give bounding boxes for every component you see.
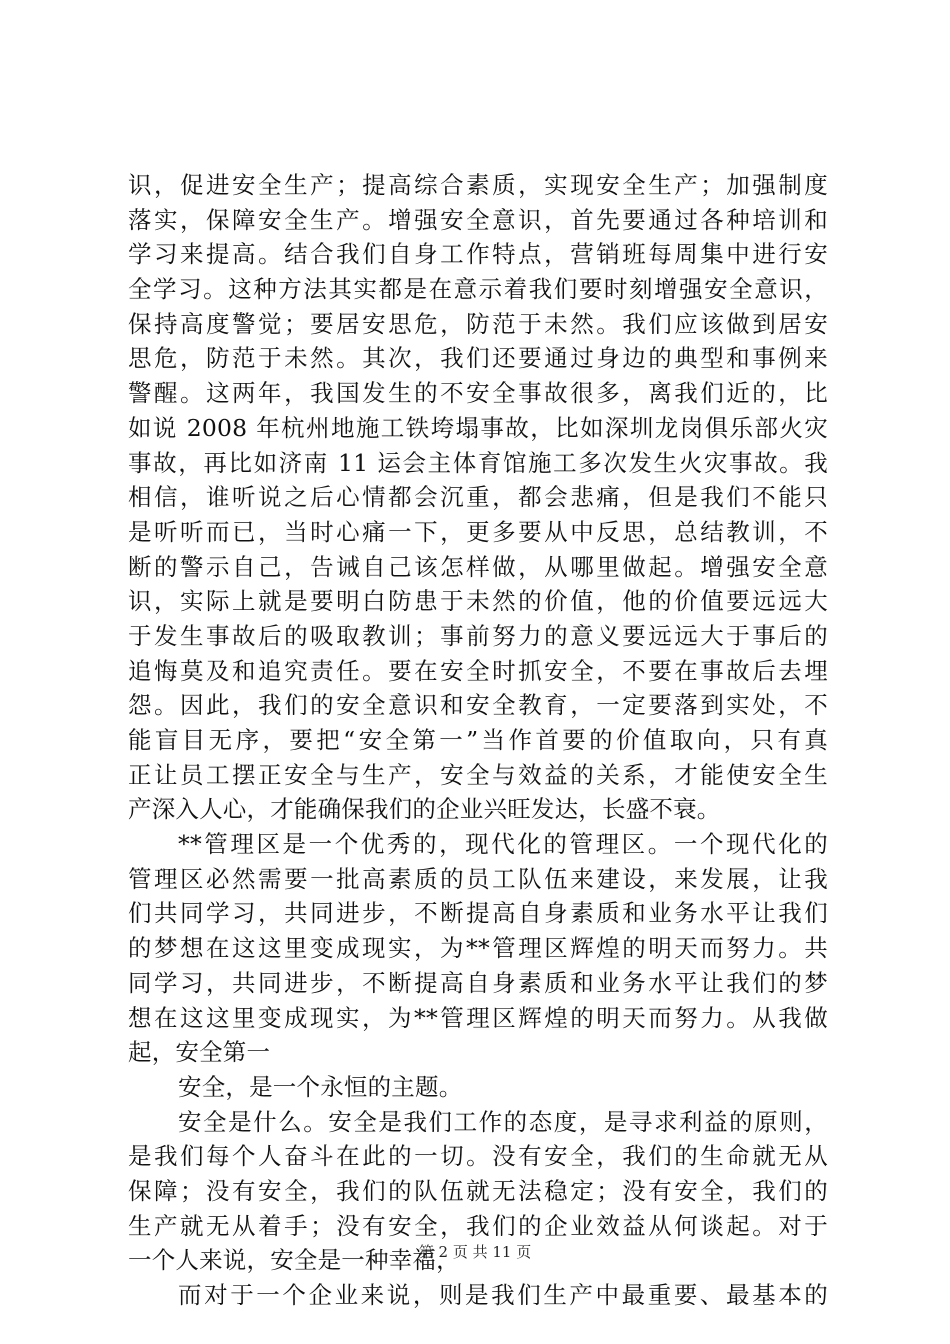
text-line: 正让员工摆正安全与生产，安全与效益的关系，才能使安全生 — [128, 760, 828, 789]
text-line: 识，实际上就是要明白防患于未然的价值，他的价值要远远大 — [128, 587, 828, 616]
text-line: 一个人来说，安全是一种幸福， — [128, 1246, 460, 1275]
text-line: 怨。因此，我们的安全意识和安全教育，一定要落到实处，不 — [128, 691, 828, 720]
text-line: 产深入人心，才能确保我们的企业兴旺发达，长盛不衰。 — [128, 795, 721, 824]
text-line: 安全是什么。安全是我们工作的态度，是寻求利益的原则， — [178, 1107, 828, 1136]
text-line: 于发生事故后的吸取教训；事前努力的意义要远远大于事后的 — [128, 621, 828, 650]
text-line: 警醒。这两年，我国发生的不安全事故很多，离我们近的，比 — [128, 379, 828, 408]
text-line: 能盲目无序，要把“安全第一”当作首要的价值取向，只有真 — [128, 726, 828, 754]
text-line: 想在这这里变成现实，为**管理区辉煌的明天而努力。从我做 — [128, 1003, 828, 1032]
text-line: 保障；没有安全，我们的队伍就无法稳定；没有安全，我们的 — [128, 1176, 828, 1205]
text-line: 的梦想在这这里变成现实，为**管理区辉煌的明天而努力。共 — [128, 934, 828, 963]
text-line: 相信，谁听说之后心情都会沉重，都会悲痛，但是我们不能只 — [128, 483, 828, 512]
text-line: 同学习，共同进步，不断提高自身素质和业务水平让我们的梦 — [128, 968, 828, 997]
text-line: 识，促进安全生产；提高综合素质，实现安全生产；加强制度 — [128, 171, 828, 199]
text-line: **管理区是一个优秀的，现代化的管理区。一个现代化的 — [178, 830, 828, 859]
text-line: 是我们每个人奋斗在此的一切。没有安全，我们的生命就无从 — [128, 1142, 828, 1171]
text-line: 思危，防范于未然。其次，我们还要通过身边的典型和事例来 — [128, 344, 828, 373]
text-line: 追悔莫及和追究责任。要在安全时抓安全，不要在事故后去埋 — [128, 656, 828, 685]
text-line: 生产就无从着手；没有安全，我们的企业效益从何谈起。对于 — [128, 1211, 828, 1240]
text-line: 起，安全第一 — [128, 1038, 271, 1067]
text-line: 学习来提高。结合我们自身工作特点，营销班每周集中进行安 — [128, 240, 828, 269]
text-line: 们共同学习，共同进步，不断提高自身素质和业务水平让我们 — [128, 899, 828, 928]
text-line: 事故，再比如济南 11 运会主体育馆施工多次发生火灾事故。我 — [128, 448, 828, 477]
text-line: 全学习。这种方法其实都是在意示着我们要时刻增强安全意识， — [128, 275, 828, 304]
text-line: 管理区必然需要一批高素质的员工队伍来建设，来发展，让我 — [128, 864, 828, 893]
text-line: 安全，是一个永恒的主题。 — [178, 1072, 463, 1101]
text-line: 是听听而已，当时心痛一下，更多要从中反思，总结教训，不 — [128, 517, 828, 546]
text-line: 而对于一个企业来说，则是我们生产中最重要、最基本的 — [178, 1281, 828, 1309]
text-line: 断的警示自己，告诫自己该怎样做，从哪里做起。增强安全意 — [128, 552, 828, 581]
text-line: 保持高度警觉；要居安思危，防范于未然。我们应该做到居安 — [128, 309, 828, 338]
text-line: 如说 2008 年杭州地施工铁垮塌事故，比如深圳龙岗俱乐部火灾 — [128, 413, 828, 442]
body-text — [128, 168, 828, 1313]
text-line: 落实，保障安全生产。增强安全意识，首先要通过各种培训和 — [128, 205, 828, 234]
page-footer: 第 2 页 共 11 页 — [418, 1243, 532, 1261]
